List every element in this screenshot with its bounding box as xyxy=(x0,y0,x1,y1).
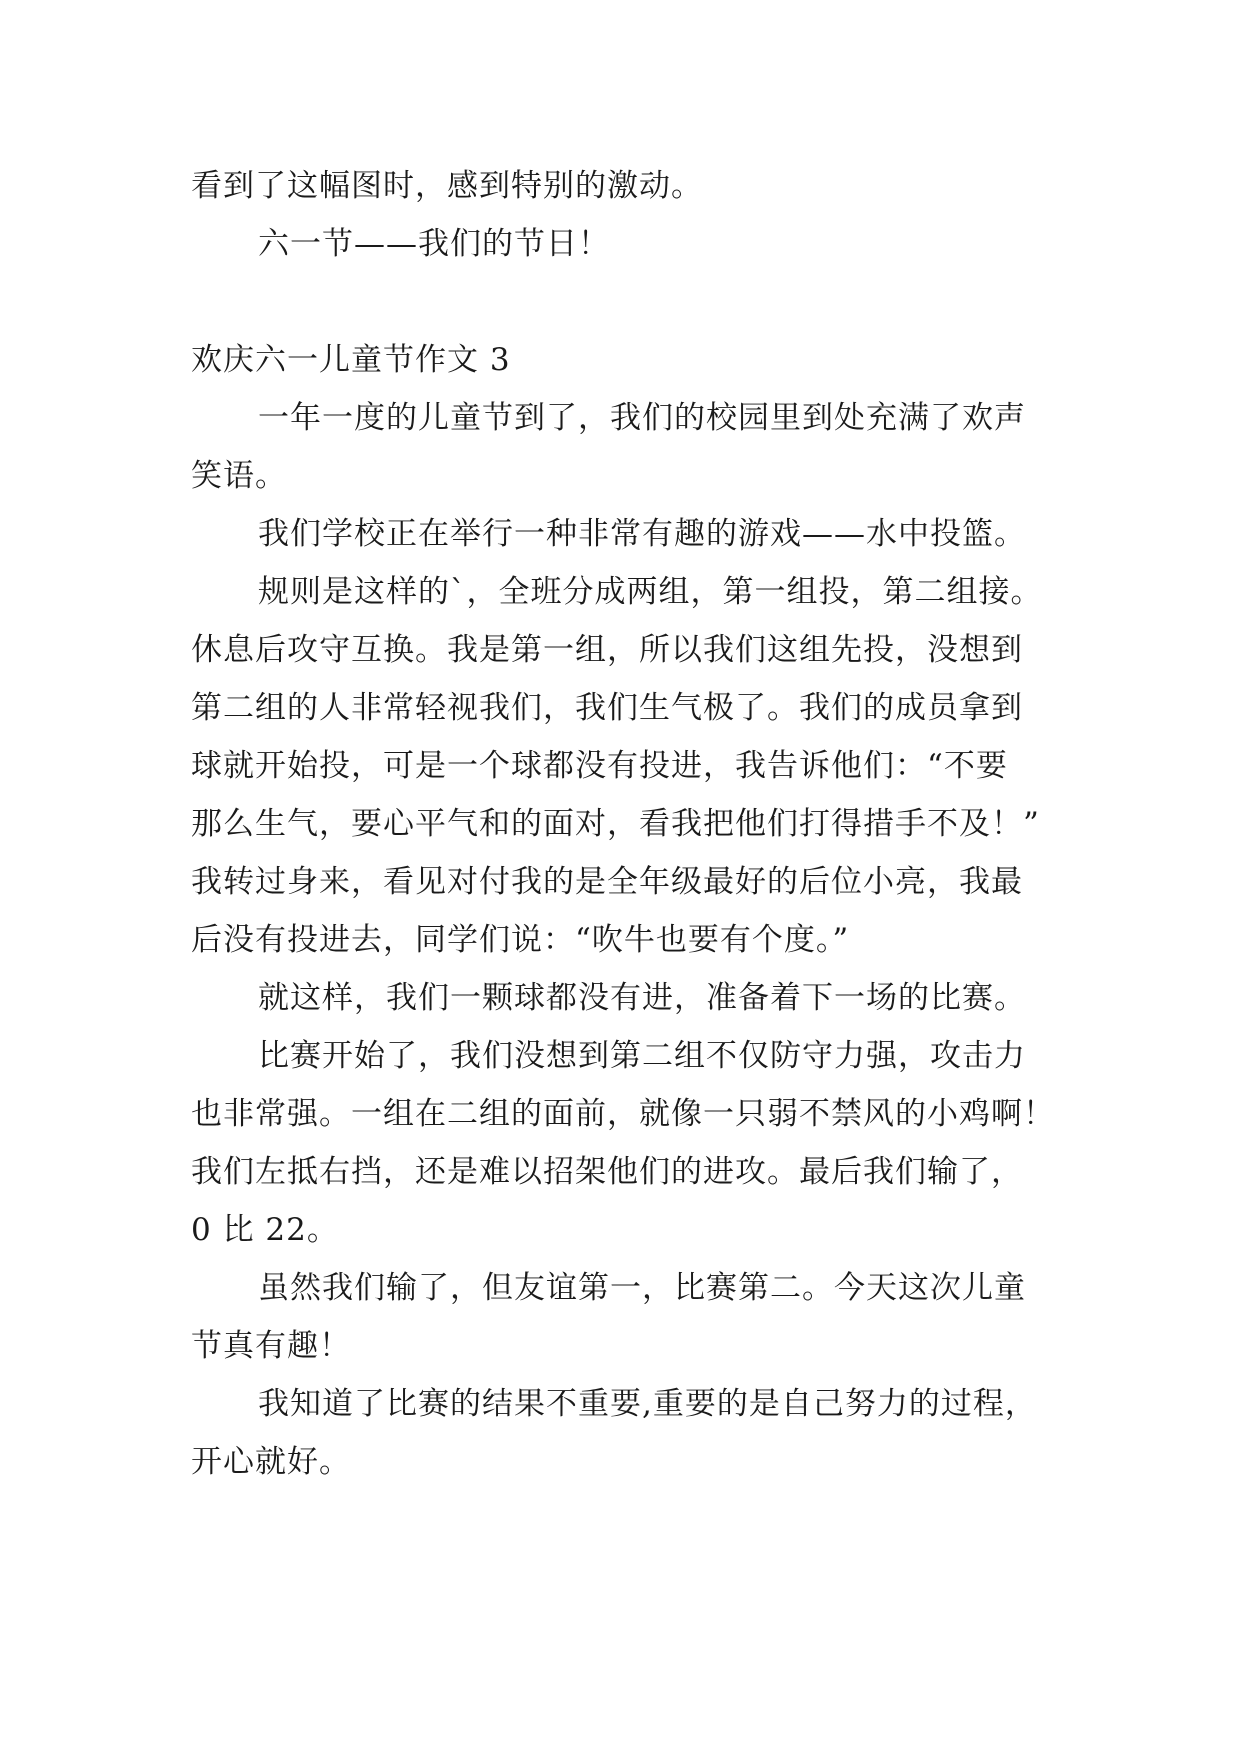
paragraph-line: 开心就好。 xyxy=(191,1444,351,1480)
section-title: 欢庆六一儿童节作文 3 xyxy=(191,342,511,378)
paragraph-line: 球就开始投，可是一个球都没有投进，我告诉他们：“不要 xyxy=(191,748,1008,784)
paragraph-line: 我们学校正在举行一种非常有趣的游戏——水中投篮。 xyxy=(258,516,1026,552)
paragraph-line: 规则是这样的`，全班分成两组，第一组投，第二组接。 xyxy=(258,574,1043,610)
paragraph-line: 那么生气，要心平气和的面对，看我把他们打得措手不及！” xyxy=(191,806,1040,842)
paragraph-line: 后没有投进去，同学们说：“吹牛也要有个度。” xyxy=(191,922,850,958)
paragraph-line: 休息后攻守互换。我是第一组，所以我们这组先投，没想到 xyxy=(191,632,1023,668)
paragraph-line: 六一节——我们的节日！ xyxy=(258,226,610,262)
paragraph-line: 我知道了比赛的结果不重要,重要的是自己努力的过程， xyxy=(258,1386,1037,1422)
paragraph-line: 一年一度的儿童节到了，我们的校园里到处充满了欢声 xyxy=(258,400,1026,436)
paragraph-line: 也非常强。一组在二组的面前，就像一只弱不禁风的小鸡啊！ xyxy=(191,1096,1055,1132)
paragraph-line: 节真有趣！ xyxy=(191,1328,351,1364)
paragraph-line: 看到了这幅图时，感到特别的激动。 xyxy=(191,168,703,204)
paragraph-line: 虽然我们输了，但友谊第一，比赛第二。今天这次儿童 xyxy=(258,1270,1026,1306)
paragraph-line: 我转过身来，看见对付我的是全年级最好的后位小亮，我最 xyxy=(191,864,1023,900)
paragraph-line: 笑语。 xyxy=(191,458,287,494)
paragraph-line: 比赛开始了，我们没想到第二组不仅防守力强，攻击力 xyxy=(258,1038,1026,1074)
paragraph-line: 第二组的人非常轻视我们，我们生气极了。我们的成员拿到 xyxy=(191,690,1023,726)
paragraph-line: 我们左抵右挡，还是难以招架他们的进攻。最后我们输了， xyxy=(191,1154,1023,1190)
paragraph-line: 0 比 22。 xyxy=(191,1212,339,1248)
paragraph-line: 就这样，我们一颗球都没有进，准备着下一场的比赛。 xyxy=(258,980,1026,1016)
